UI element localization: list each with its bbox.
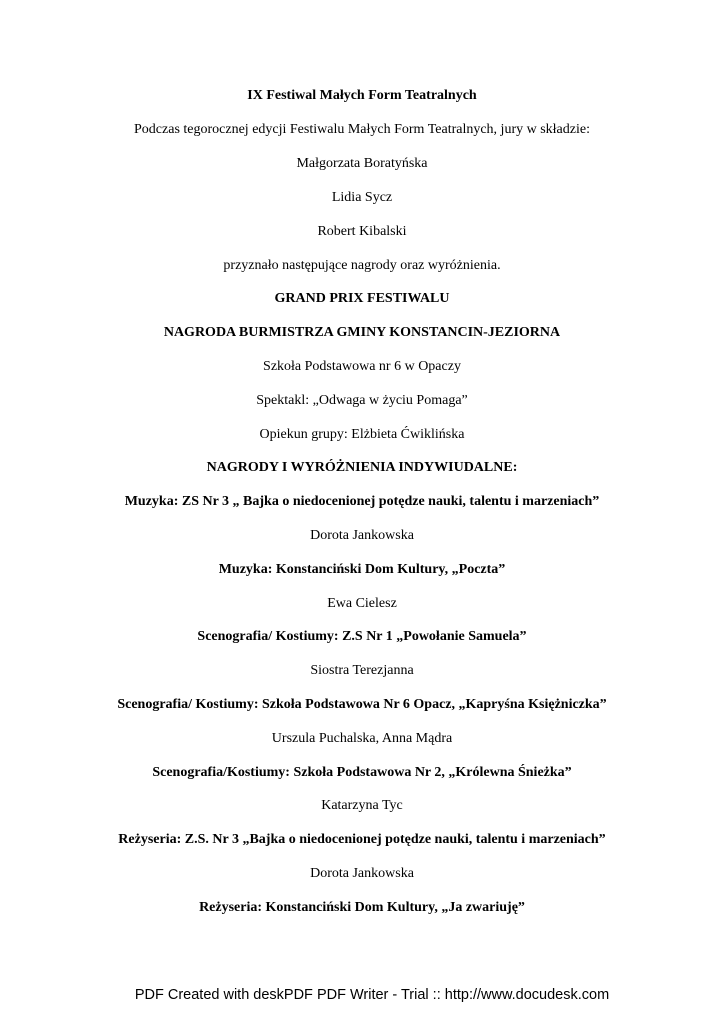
grand-prix-heading: GRAND PRIX FESTIWALU [274,291,450,306]
award-category: Scenografia/ Kostiumy: Szkoła Podstawowa Nr 6 Opacz, „Kapryśna Księżniczka” [117,697,607,712]
award-winner: Dorota Jankowska [310,528,414,543]
grand-prix-school: Szkoła Podstawowa nr 6 w Opaczy [263,359,461,374]
individual-awards-heading: NAGRODY I WYRÓŻNIENIA INDYWIUDALNE: [206,460,518,475]
award-category: Reżyseria: Konstanciński Dom Kultury, „Ja zwariuję” [199,900,525,915]
awards-intro-text: przyznało następujące nagrody oraz wyróżnienia. [223,258,501,273]
award-winner: Dorota Jankowska [310,866,414,881]
award-category: Scenografia/ Kostiumy: Z.S Nr 1 „Powołanie Samuela” [197,629,527,644]
jury-member: Robert Kibalski [317,224,407,239]
award-winner: Siostra Terezjanna [310,663,414,678]
intro-text: Podczas tegorocznej edycji Festiwalu Małych Form Teatralnych, jury w składzie: [134,122,590,137]
award-category: Scenografia/Kostiumy: Szkoła Podstawowa Nr 2, „Królewna Śnieżka” [152,765,572,780]
award-category: Muzyka: Konstanciński Dom Kultury, „Poczta” [218,562,506,577]
award-category: Reżyseria: Z.S. Nr 3 „Bajka o niedocenionej potędze nauki, talentu i marzeniach” [118,832,606,847]
jury-member: Małgorzata Boratyńska [296,156,428,171]
award-category: Muzyka: ZS Nr 3 „ Bajka o niedocenionej potędze nauki, talentu i marzeniach” [124,494,600,509]
award-winner: Urszula Puchalska, Anna Mądra [271,731,453,746]
document-title: IX Festiwal Małych Form Teatralnych [247,88,477,103]
grand-prix-supervisor: Opiekun grupy: Elżbieta Ćwiklińska [259,427,465,442]
award-winner: Katarzyna Tyc [321,798,403,813]
jury-member: Lidia Sycz [331,190,393,205]
grand-prix-subheading: NAGRODA BURMISTRZA GMINY KONSTANCIN-JEZIORNA [163,325,561,340]
pdf-creator-footer: PDF Created with deskPDF PDF Writer - Trial :: http://www.docudesk.com [134,987,610,1003]
award-winner: Ewa Cielesz [327,596,397,611]
grand-prix-play: Spektakl: „Odwaga w życiu Pomaga” [256,393,468,408]
